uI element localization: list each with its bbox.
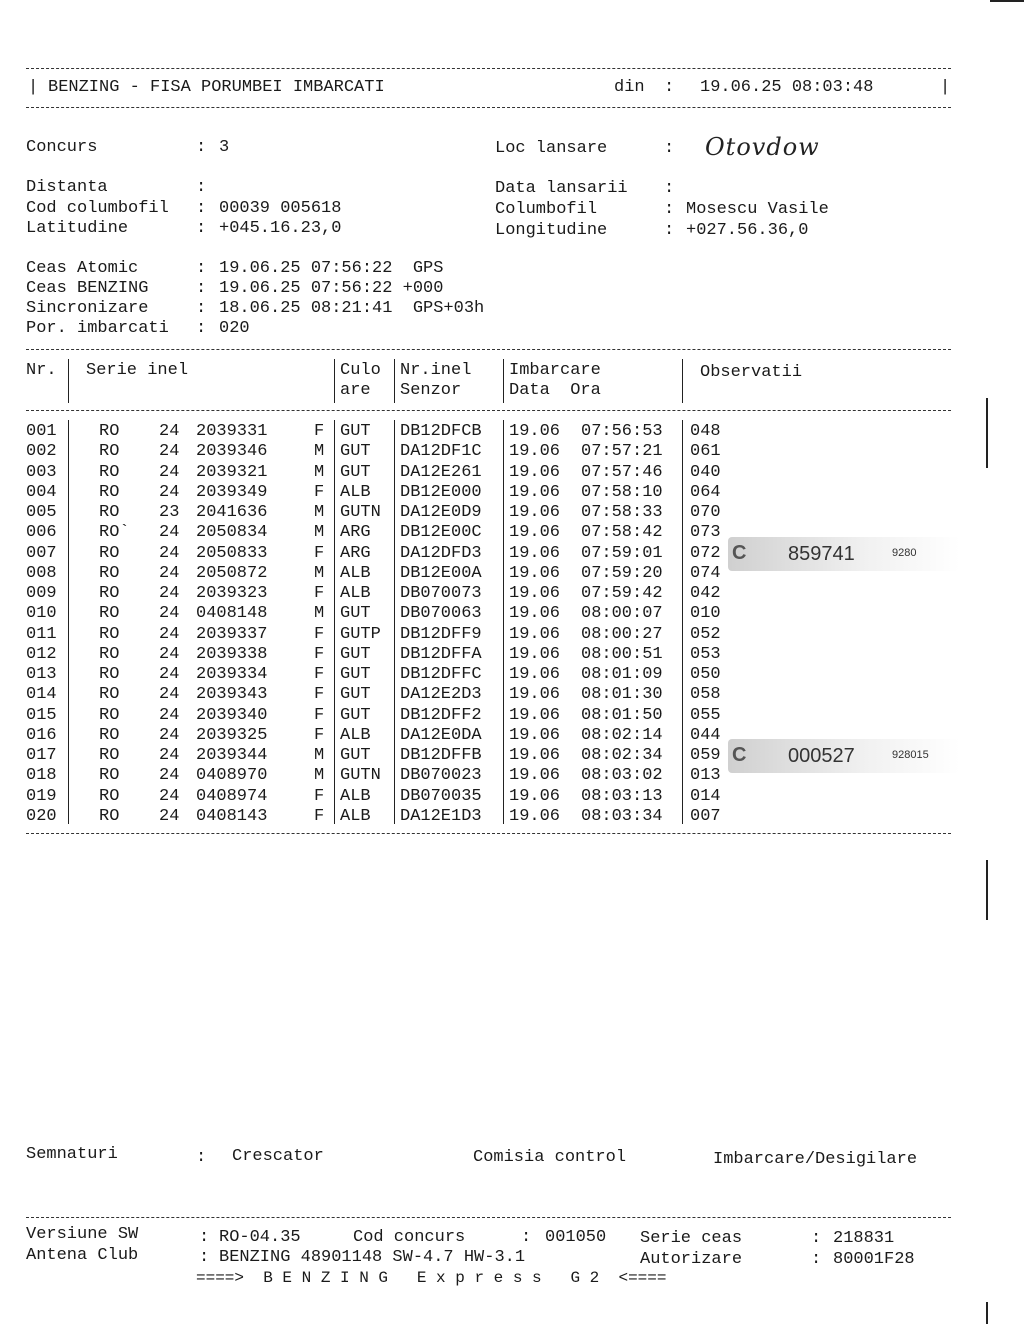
data-lansarii-label: Data lansarii — [495, 179, 628, 198]
row-ring-number: 2039331 — [196, 422, 268, 441]
bracket-left: | — [28, 78, 39, 97]
row-country: RO` — [99, 523, 130, 543]
row-year: 24 — [159, 543, 180, 563]
din-colon: : — [664, 78, 675, 97]
row-sex: F — [314, 786, 325, 806]
versiune-sw-label: Versiune SW — [26, 1225, 139, 1244]
row-date: 19.06 — [509, 503, 561, 522]
row-nr: 007 — [26, 543, 57, 563]
row-color: GUT — [340, 746, 371, 765]
loc-lansare-label: Loc lansare — [495, 139, 608, 158]
stamp-letter: C — [732, 542, 747, 564]
row-date: 19.06 — [509, 543, 561, 563]
row-sensor: DB12E00A — [400, 563, 482, 583]
colon: : — [199, 1248, 210, 1267]
row-country: RO — [99, 543, 120, 563]
scan-artifact — [986, 1302, 988, 1324]
col-header-nrinel-1: Nr.inel — [400, 361, 472, 380]
row-sensor: DA12E1D3 — [400, 806, 482, 826]
row-nr: 001 — [26, 422, 57, 441]
row-observatii: 070 — [690, 503, 721, 522]
row-ring-number: 2039340 — [196, 705, 268, 725]
body-column-rule — [394, 420, 395, 824]
row-sensor: DB12DFF2 — [400, 705, 482, 725]
colon: : — [196, 259, 207, 278]
por-imbarcati-value: 020 — [219, 319, 250, 338]
longitudine-value: +027.56.36,0 — [686, 221, 809, 240]
row-date: 19.06 — [509, 482, 561, 502]
row-country: RO — [99, 624, 120, 644]
row-year: 24 — [159, 523, 180, 543]
row-country: RO — [99, 422, 120, 441]
row-sex: M — [314, 462, 325, 482]
col-header-imbarcare-1: Imbarcare — [509, 361, 601, 380]
row-sex: F — [314, 422, 325, 441]
row-time: 08:03:13 — [581, 786, 663, 806]
row-year: 24 — [159, 442, 180, 462]
colon: : — [196, 1148, 207, 1167]
row-ring-number: 2039337 — [196, 624, 268, 644]
colon: : — [196, 319, 207, 338]
body-column-rule — [334, 420, 335, 824]
row-date: 19.06 — [509, 705, 561, 725]
row-ring-number: 2050834 — [196, 523, 268, 543]
row-time: 07:58:42 — [581, 523, 663, 543]
row-date: 19.06 — [509, 442, 561, 462]
semnaturi-label: Semnaturi — [26, 1145, 118, 1164]
row-date: 19.06 — [509, 624, 561, 644]
row-sex: F — [314, 543, 325, 563]
row-time: 08:02:14 — [581, 725, 663, 745]
row-color: ALB — [340, 563, 371, 583]
row-year: 24 — [159, 705, 180, 725]
row-date: 19.06 — [509, 523, 561, 543]
imbarcare-desigilare-label: Imbarcare/Desigilare — [713, 1150, 918, 1169]
row-country: RO — [99, 786, 120, 806]
row-sex: F — [314, 644, 325, 664]
row-year: 24 — [159, 806, 180, 826]
row-color: ALB — [340, 806, 371, 826]
autorizare-value: 80001F28 — [833, 1250, 915, 1269]
row-nr: 008 — [26, 563, 57, 583]
row-time: 07:59:01 — [581, 543, 663, 563]
row-country: RO — [99, 746, 120, 765]
row-color: GUTP — [340, 624, 381, 644]
ceas-benzing-value: 19.06.25 07:56:22 +000 — [219, 279, 444, 298]
row-country: RO — [99, 604, 120, 624]
row-year: 24 — [159, 422, 180, 441]
row-sensor: DB070073 — [400, 584, 482, 603]
row-country: RO — [99, 725, 120, 745]
row-country: RO — [99, 665, 120, 684]
row-time: 08:01:09 — [581, 665, 663, 684]
row-year: 24 — [159, 604, 180, 624]
concurs-label: Concurs — [26, 138, 98, 157]
cod-columbofil-value: 00039 005618 — [219, 199, 342, 218]
colon: : — [664, 139, 675, 158]
row-observatii: 052 — [690, 624, 721, 644]
row-sensor: DA12E2D3 — [400, 685, 482, 705]
cod-concurs-label: Cod concurs — [353, 1228, 466, 1247]
row-color: GUT — [340, 442, 371, 462]
row-color: GUT — [340, 644, 371, 664]
col-header-observatii: Observatii — [700, 363, 803, 382]
row-sensor: DB12DFCB — [400, 422, 482, 441]
row-ring-number: 2050872 — [196, 563, 268, 583]
row-observatii: 013 — [690, 766, 721, 786]
row-sensor: DA12DF1C — [400, 442, 482, 462]
row-sex: M — [314, 523, 325, 543]
divider — [26, 833, 951, 834]
divider — [26, 410, 951, 411]
sincronizare-value: 18.06.25 08:21:41 GPS+03h — [219, 299, 485, 318]
sincronizare-label: Sincronizare — [26, 299, 149, 318]
row-sensor: DB070023 — [400, 766, 482, 786]
row-observatii: 010 — [690, 604, 721, 624]
row-sex: F — [314, 725, 325, 745]
row-observatii: 048 — [690, 422, 721, 441]
row-observatii: 073 — [690, 523, 721, 543]
row-nr: 013 — [26, 665, 57, 684]
ring-stamp — [728, 537, 960, 571]
row-observatii: 059 — [690, 746, 721, 765]
row-ring-number: 0408970 — [196, 766, 268, 786]
row-time: 07:59:42 — [581, 584, 663, 603]
header-column-rule — [394, 359, 395, 403]
row-sex: M — [314, 746, 325, 765]
row-observatii: 072 — [690, 543, 721, 563]
col-header-culoare-2: are — [340, 381, 371, 400]
row-date: 19.06 — [509, 766, 561, 786]
row-sensor: DB12DFF9 — [400, 624, 482, 644]
row-ring-number: 2039343 — [196, 685, 268, 705]
ceas-benzing-label: Ceas BENZING — [26, 279, 149, 298]
row-year: 24 — [159, 786, 180, 806]
colon: : — [196, 279, 207, 298]
row-observatii: 050 — [690, 665, 721, 684]
row-sensor: DB070035 — [400, 786, 482, 806]
din-value: 19.06.25 08:03:48 — [700, 78, 874, 97]
row-country: RO — [99, 584, 120, 603]
row-date: 19.06 — [509, 786, 561, 806]
row-time: 08:00:27 — [581, 624, 663, 644]
antena-club-value: BENZING 48901148 SW-4.7 HW-3.1 — [219, 1248, 526, 1267]
colon: : — [196, 219, 207, 238]
row-nr: 002 — [26, 442, 57, 462]
row-ring-number: 2039321 — [196, 462, 268, 482]
row-sex: F — [314, 806, 325, 826]
antena-club-label: Antena Club — [26, 1246, 139, 1265]
row-country: RO — [99, 503, 120, 522]
row-ring-number: 2039334 — [196, 665, 268, 684]
colon: : — [521, 1228, 532, 1247]
row-observatii: 061 — [690, 442, 721, 462]
cod-columbofil-label: Cod columbofil — [26, 199, 169, 218]
row-year: 24 — [159, 746, 180, 765]
row-observatii: 058 — [690, 685, 721, 705]
versiune-sw-value: RO-04.35 — [219, 1228, 301, 1247]
row-year: 24 — [159, 685, 180, 705]
row-sensor: DB12E000 — [400, 482, 482, 502]
row-nr: 012 — [26, 644, 57, 664]
row-color: GUT — [340, 422, 371, 441]
colon: : — [664, 179, 675, 198]
stamp-code: 9280 — [892, 547, 917, 559]
divider — [26, 349, 951, 350]
row-year: 24 — [159, 644, 180, 664]
row-sensor: DB070063 — [400, 604, 482, 624]
row-date: 19.06 — [509, 725, 561, 745]
row-observatii: 053 — [690, 644, 721, 664]
col-header-nr: Nr. — [26, 361, 57, 380]
row-sex: F — [314, 685, 325, 705]
row-color: ALB — [340, 584, 371, 603]
body-column-rule — [682, 420, 683, 824]
divider — [26, 107, 951, 108]
row-color: GUTN — [340, 766, 381, 786]
row-nr: 011 — [26, 624, 57, 644]
row-time: 07:57:46 — [581, 462, 663, 482]
row-ring-number: 2039349 — [196, 482, 268, 502]
row-color: GUT — [340, 705, 371, 725]
row-year: 24 — [159, 462, 180, 482]
colon: : — [196, 299, 207, 318]
colon: : — [199, 1228, 210, 1247]
colon: : — [811, 1229, 822, 1248]
colon: : — [196, 178, 207, 197]
row-color: GUTN — [340, 503, 381, 522]
row-sensor: DA12E0DA — [400, 725, 482, 745]
row-sex: M — [314, 563, 325, 583]
row-sensor: DB12E00C — [400, 523, 482, 543]
row-ring-number: 2050833 — [196, 543, 268, 563]
row-sensor: DB12DFFC — [400, 665, 482, 684]
bracket-right: | — [940, 78, 951, 97]
scan-artifact — [986, 398, 988, 468]
row-time: 07:57:21 — [581, 442, 663, 462]
body-column-rule — [68, 420, 69, 824]
scan-artifact — [986, 860, 988, 920]
row-sex: M — [314, 604, 325, 624]
col-header-culoare-1: Culo — [340, 361, 381, 380]
row-date: 19.06 — [509, 422, 561, 441]
stamp-number: 859741 — [788, 543, 855, 565]
row-sex: F — [314, 482, 325, 502]
row-color: GUT — [340, 685, 371, 705]
colon: : — [664, 200, 675, 219]
row-color: GUT — [340, 604, 371, 624]
colon: : — [196, 138, 207, 157]
row-nr: 015 — [26, 705, 57, 725]
header-column-rule — [682, 359, 683, 403]
row-year: 24 — [159, 482, 180, 502]
row-time: 07:58:33 — [581, 503, 663, 522]
row-date: 19.06 — [509, 644, 561, 664]
row-date: 19.06 — [509, 806, 561, 826]
stamp-code: 928015 — [892, 749, 929, 761]
colon: : — [196, 199, 207, 218]
ring-stamp — [728, 739, 960, 773]
columbofil-value: Mosescu Vasile — [686, 200, 829, 219]
row-sex: M — [314, 766, 325, 786]
concurs-value: 3 — [219, 138, 230, 157]
autorizare-label: Autorizare — [640, 1250, 743, 1269]
ceas-atomic-value: 19.06.25 07:56:22 GPS — [219, 259, 444, 278]
row-ring-number: 2039325 — [196, 725, 268, 745]
row-sex: F — [314, 584, 325, 603]
row-ring-number: 2041636 — [196, 503, 268, 522]
row-time: 07:58:10 — [581, 482, 663, 502]
row-ring-number: 2039346 — [196, 442, 268, 462]
cod-concurs-value: 001050 — [545, 1228, 607, 1247]
row-observatii: 074 — [690, 563, 721, 583]
row-nr: 018 — [26, 766, 57, 786]
row-sex: M — [314, 503, 325, 522]
row-country: RO — [99, 442, 120, 462]
row-nr: 004 — [26, 482, 57, 502]
col-header-nrinel-2: Senzor — [400, 381, 462, 400]
row-date: 19.06 — [509, 746, 561, 765]
scan-edge — [990, 0, 1024, 2]
header-column-rule — [68, 359, 69, 403]
row-color: ARG — [340, 543, 371, 563]
serie-ceas-value: 218831 — [833, 1229, 895, 1248]
row-observatii: 064 — [690, 482, 721, 502]
row-nr: 014 — [26, 685, 57, 705]
col-header-serie: Serie inel — [86, 361, 189, 380]
row-country: RO — [99, 806, 120, 826]
footer-banner: ====> B E N Z I N G E x p r e s s G 2 <==== — [196, 1269, 667, 1287]
row-observatii: 044 — [690, 725, 721, 745]
row-ring-number: 2039338 — [196, 644, 268, 664]
row-nr: 006 — [26, 523, 57, 543]
row-observatii: 055 — [690, 705, 721, 725]
row-nr: 010 — [26, 604, 57, 624]
row-color: ALB — [340, 725, 371, 745]
row-ring-number: 2039323 — [196, 584, 268, 603]
colon: : — [664, 221, 675, 240]
row-country: RO — [99, 685, 120, 705]
row-sensor: DA12E261 — [400, 462, 482, 482]
row-nr: 020 — [26, 806, 57, 826]
row-observatii: 014 — [690, 786, 721, 806]
row-nr: 017 — [26, 746, 57, 765]
columbofil-label: Columbofil — [495, 200, 598, 219]
row-sensor: DB12DFFA — [400, 644, 482, 664]
row-ring-number: 0408143 — [196, 806, 268, 826]
header-column-rule — [503, 359, 504, 403]
row-year: 24 — [159, 584, 180, 603]
row-time: 08:03:34 — [581, 806, 663, 826]
row-sensor: DB12DFFB — [400, 746, 482, 765]
row-time: 08:02:34 — [581, 746, 663, 765]
latitudine-value: +045.16.23,0 — [219, 219, 342, 238]
row-date: 19.06 — [509, 462, 561, 482]
row-ring-number: 2039344 — [196, 746, 268, 765]
row-nr: 019 — [26, 786, 57, 806]
row-sensor: DA12DFD3 — [400, 543, 482, 563]
stamp-number: 000527 — [788, 745, 855, 767]
row-date: 19.06 — [509, 665, 561, 684]
stamp-letter: C — [732, 744, 747, 766]
row-country: RO — [99, 462, 120, 482]
divider — [26, 68, 951, 69]
row-date: 19.06 — [509, 584, 561, 603]
row-sensor: DA12E0D9 — [400, 503, 482, 522]
row-time: 08:00:07 — [581, 604, 663, 624]
row-year: 24 — [159, 725, 180, 745]
row-year: 24 — [159, 563, 180, 583]
col-header-imbarcare-2: Data Ora — [509, 381, 601, 400]
crescator-label: Crescator — [232, 1147, 324, 1166]
distanta-label: Distanta — [26, 178, 108, 197]
din-label: din — [614, 78, 645, 97]
row-date: 19.06 — [509, 563, 561, 583]
row-observatii: 007 — [690, 806, 721, 826]
row-nr: 003 — [26, 462, 57, 482]
longitudine-label: Longitudine — [495, 221, 608, 240]
ceas-atomic-label: Ceas Atomic — [26, 259, 139, 278]
row-sex: M — [314, 442, 325, 462]
row-nr: 009 — [26, 584, 57, 603]
row-time: 08:01:30 — [581, 685, 663, 705]
row-observatii: 040 — [690, 462, 721, 482]
row-time: 08:00:51 — [581, 644, 663, 664]
serie-ceas-label: Serie ceas — [640, 1229, 743, 1248]
por-imbarcati-label: Por. imbarcati — [26, 319, 169, 338]
row-color: ALB — [340, 786, 371, 806]
row-year: 24 — [159, 665, 180, 684]
header-column-rule — [334, 359, 335, 403]
comisia-control-label: Comisia control — [473, 1148, 627, 1167]
row-date: 19.06 — [509, 604, 561, 624]
row-color: GUT — [340, 665, 371, 684]
row-date: 19.06 — [509, 685, 561, 705]
row-country: RO — [99, 766, 120, 786]
row-time: 07:56:53 — [581, 422, 663, 441]
colon: : — [811, 1250, 822, 1269]
row-ring-number: 0408974 — [196, 786, 268, 806]
row-color: GUT — [340, 462, 371, 482]
row-country: RO — [99, 482, 120, 502]
row-color: ARG — [340, 523, 371, 543]
row-country: RO — [99, 563, 120, 583]
row-ring-number: 0408148 — [196, 604, 268, 624]
divider — [26, 1217, 951, 1218]
loc-lansare-handwritten: Otovdow — [705, 133, 820, 161]
row-country: RO — [99, 644, 120, 664]
row-year: 23 — [159, 503, 180, 522]
row-color: ALB — [340, 482, 371, 502]
row-year: 24 — [159, 624, 180, 644]
row-country: RO — [99, 705, 120, 725]
row-time: 07:59:20 — [581, 563, 663, 583]
row-sex: F — [314, 624, 325, 644]
row-time: 08:03:02 — [581, 766, 663, 786]
latitudine-label: Latitudine — [26, 219, 129, 238]
row-nr: 016 — [26, 725, 57, 745]
row-nr: 005 — [26, 503, 57, 522]
row-sex: F — [314, 705, 325, 725]
row-observatii: 042 — [690, 584, 721, 603]
row-time: 08:01:50 — [581, 705, 663, 725]
row-sex: F — [314, 665, 325, 684]
body-column-rule — [503, 420, 504, 824]
report-title: BENZING - FISA PORUMBEI IMBARCATI — [48, 78, 385, 97]
row-year: 24 — [159, 766, 180, 786]
